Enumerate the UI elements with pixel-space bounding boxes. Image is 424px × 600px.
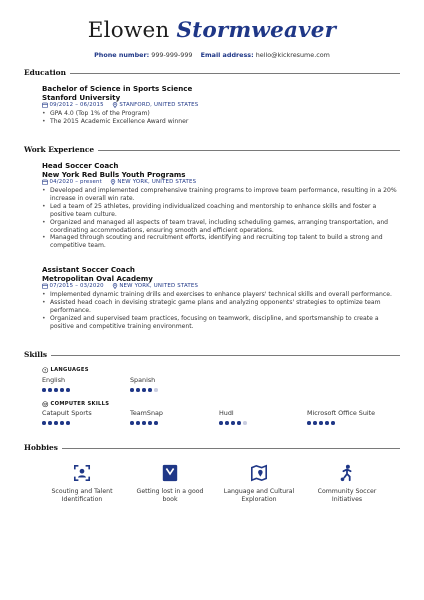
- skill-dot-filled: [325, 421, 329, 425]
- work-location: NEW YORK, UNITED STATES: [119, 283, 199, 289]
- work-company: Metropolitan Oval Academy: [42, 274, 153, 283]
- location-pin-icon: [112, 102, 118, 108]
- computer-skills-heading: COMPUTER SKILLS: [42, 401, 109, 408]
- work-location: NEW YORK, UNITED STATES: [117, 179, 197, 185]
- list-item: • Developed and implemented comprehensive training programs to improve team performance, resulting in a 20% increase in overall win rate.: [42, 187, 397, 203]
- skill-name: Spanish: [130, 376, 156, 384]
- skill-level-dots: [42, 388, 70, 392]
- education-bullets: [42, 110, 397, 126]
- skill-dot-filled: [331, 421, 335, 425]
- map-location-icon: [250, 464, 268, 482]
- work-section-title: Work Experience: [24, 145, 98, 154]
- soccer-player-icon: [338, 464, 356, 482]
- phone-label: Phone number:: [94, 51, 150, 59]
- hobby-label: Community Soccer Initiatives: [317, 488, 377, 503]
- skill-level-dots: [130, 421, 158, 425]
- skill-dot-filled: [60, 388, 64, 392]
- skill-dot-filled: [154, 421, 158, 425]
- skill-dot-filled: [48, 421, 52, 425]
- skill-dot-filled: [148, 421, 152, 425]
- skill-dot-empty: [154, 388, 158, 392]
- skill-level-dots: [42, 421, 70, 425]
- education-meta: [42, 102, 198, 108]
- skill-dot-filled: [225, 421, 229, 425]
- skill-dot-filled: [142, 421, 146, 425]
- email-label: Email address:: [200, 51, 254, 59]
- location-pin-icon: [110, 179, 116, 185]
- skill-dot-filled: [60, 421, 64, 425]
- first-name: Elowen: [87, 18, 170, 43]
- hobby-item: [130, 464, 210, 504]
- skill-dot-filled: [48, 388, 52, 392]
- skill-dot-filled: [54, 421, 58, 425]
- hobby-label: Scouting and Talent Identification: [51, 488, 113, 503]
- hobby-item: [42, 464, 122, 504]
- education-section-title: Education: [24, 68, 70, 77]
- skill-dot-filled: [307, 421, 311, 425]
- list-item: • The 2015 Academic Excellence Award winner: [42, 118, 397, 126]
- skill-dot-filled: [42, 421, 46, 425]
- hobby-label: Language and Cultural Exploration: [223, 488, 295, 503]
- skill-dot-filled: [66, 388, 70, 392]
- skill-name: Hudl: [219, 409, 234, 417]
- monitor-icon: [42, 401, 49, 408]
- email-value: hello@kickresume.com: [255, 51, 330, 59]
- hobbies-divider: [24, 448, 400, 449]
- list-item: • GPA 4.0 (Top 1% of the Program): [42, 110, 397, 118]
- skills-divider: [24, 355, 400, 356]
- skill-level-dots: [219, 421, 247, 425]
- skill-dot-filled: [42, 388, 46, 392]
- location-pin-icon: [112, 283, 118, 289]
- work-role: Head Soccer Coach: [42, 161, 119, 170]
- languages-heading: ? LANGUAGES: [42, 367, 89, 374]
- skill-name: English: [42, 376, 66, 384]
- education-degree: Bachelor of Science in Sports Science: [42, 84, 193, 93]
- scouting-icon: [73, 464, 91, 482]
- education-location: STANFORD, UNITED STATES: [119, 102, 199, 108]
- work-bullets: [42, 187, 397, 250]
- skill-dot-filled: [142, 388, 146, 392]
- hobbies-section-title: Hobbies: [24, 443, 62, 452]
- work-dates: 07/2015 – 03/2020: [49, 283, 104, 289]
- skill-name: TeamSnap: [130, 409, 163, 417]
- skill-dot-filled: [319, 421, 323, 425]
- skill-level-dots: [130, 388, 158, 392]
- work-bullets: [42, 291, 397, 331]
- bookmark-icon: [161, 464, 179, 482]
- skills-section-title: Skills: [24, 350, 51, 359]
- candidate-name: [0, 18, 424, 43]
- hobby-label: Getting lost in a good book: [136, 488, 204, 503]
- skill-dot-filled: [130, 388, 134, 392]
- skill-level-dots: [307, 421, 335, 425]
- skill-name: Microsoft Office Suite: [307, 409, 376, 417]
- education-dates: 09/2012 – 06/2015: [49, 102, 104, 108]
- phone-value: 999-999-999: [151, 51, 193, 59]
- work-dates: 04/2020 – present: [49, 179, 102, 185]
- work-role: Assistant Soccer Coach: [42, 265, 135, 274]
- list-item: • Organized and managed all aspects of team travel, including scheduling games, arranging transportation, and coordinating accommodations, ensuring smooth and efficient operations.: [42, 219, 397, 235]
- list-item: • Organized and supervised team practices, focusing on teamwork, discipline, and sportsmanship to create a positive and competitive training environment.: [42, 315, 397, 331]
- skill-dot-filled: [237, 421, 241, 425]
- hobby-item: [307, 464, 387, 504]
- skill-dot-filled: [231, 421, 235, 425]
- last-name: Stormweaver: [176, 18, 337, 43]
- work-meta: [42, 179, 196, 185]
- skill-dot-filled: [136, 421, 140, 425]
- skill-dot-filled: [313, 421, 317, 425]
- skill-dot-filled: [219, 421, 223, 425]
- calendar-icon: [42, 102, 48, 108]
- skill-dot-filled: [66, 421, 70, 425]
- calendar-icon: [42, 179, 48, 185]
- skill-dot-filled: [54, 388, 58, 392]
- list-item: • Assisted head coach in devising strategic game plans and analyzing opponents' strategies to optimize team performance.: [42, 299, 397, 315]
- skill-name: Catapult Sports: [42, 409, 92, 417]
- list-item: • Implemented dynamic training drills and exercises to enhance players' technical skills and overall performance.: [42, 291, 397, 299]
- education-divider: [24, 73, 400, 74]
- skill-dot-filled: [148, 388, 152, 392]
- skill-dot-filled: [136, 388, 140, 392]
- hobby-item: [219, 464, 299, 504]
- globe-icon: [42, 367, 49, 374]
- skill-dot-filled: [130, 421, 134, 425]
- contact-line: [0, 51, 424, 59]
- skill-dot-empty: [243, 421, 247, 425]
- education-school: Stanford University: [42, 93, 121, 102]
- calendar-icon: [42, 283, 48, 289]
- work-meta: [42, 283, 198, 289]
- work-company: New York Red Bulls Youth Programs: [42, 170, 186, 179]
- svg-text:?: ?: [44, 368, 47, 373]
- list-item: • Led a team of 25 athletes, providing individualized coaching and mentorship to enhance skills and foster a positive team culture.: [42, 203, 397, 219]
- list-item: • Managed through scouting and recruitment efforts, identifying and recruiting top talent to build a strong and competitive team.: [42, 234, 397, 250]
